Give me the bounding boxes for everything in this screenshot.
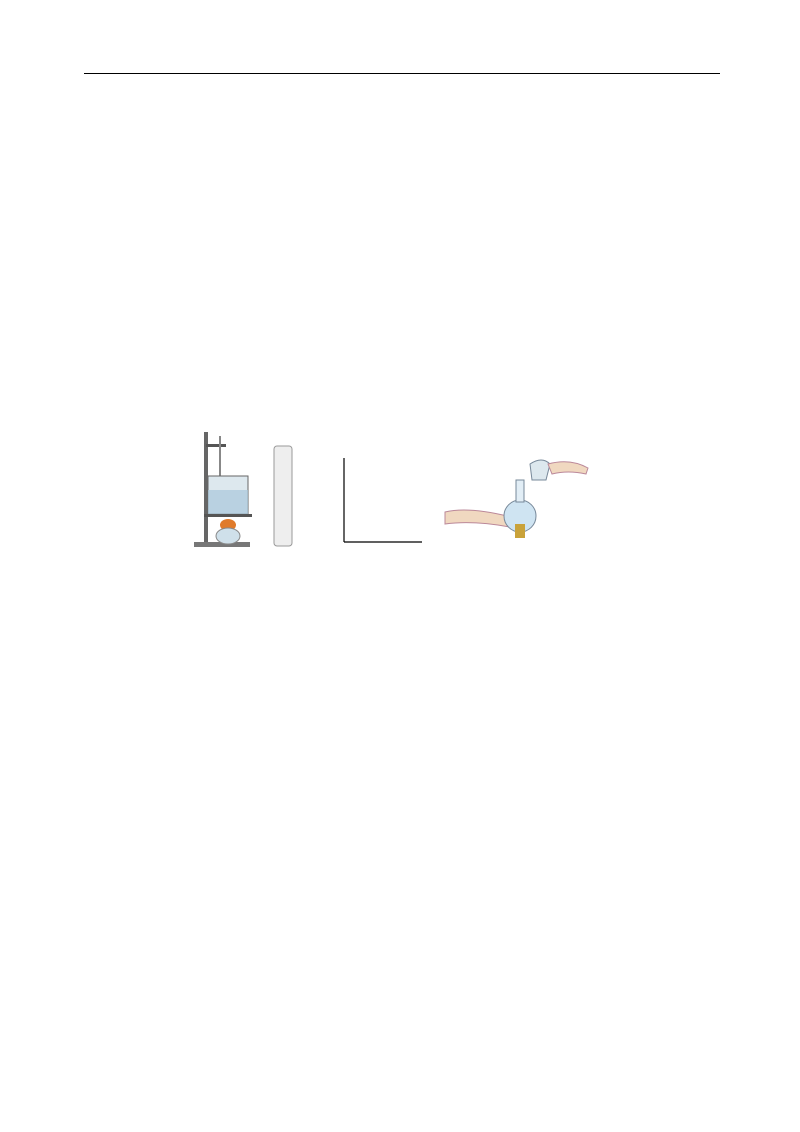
apparatus-ding bbox=[445, 460, 588, 538]
thermometer-yi bbox=[274, 446, 292, 546]
header-divider bbox=[84, 73, 720, 74]
question-5-options bbox=[116, 130, 324, 150]
apparatus-jia bbox=[194, 432, 252, 547]
experiment-figure bbox=[190, 428, 590, 568]
graph-bing bbox=[344, 458, 422, 542]
